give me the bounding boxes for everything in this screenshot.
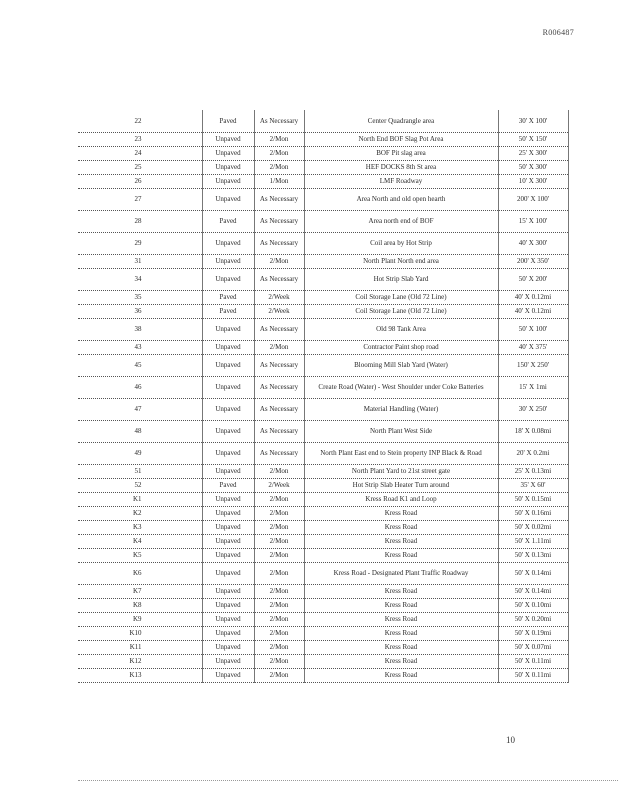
road-id-cell: 29 [78,232,202,254]
frequency-cell: 2/Mon [254,612,304,626]
area-description-cell: HEF DOCKS 8th St area [304,160,498,174]
road-id-cell: 45 [78,354,202,376]
dimensions-cell: 50' X 0.14mi [498,584,568,598]
frequency-cell: As Necessary [254,442,304,464]
surface-cell: Unpaved [202,612,254,626]
surface-cell: Unpaved [202,268,254,290]
road-id-cell: K6 [78,562,202,584]
table-row [78,442,568,464]
dimensions-cell: 40' X 375' [498,340,568,354]
frequency-cell: 2/Mon [254,146,304,160]
surface-cell: Unpaved [202,318,254,340]
surface-cell: Unpaved [202,132,254,146]
area-description-cell: Area North and old open hearth [304,188,498,210]
surface-cell: Unpaved [202,520,254,534]
dimensions-cell: 50' X 0.20mi [498,612,568,626]
table-row [78,304,568,318]
dimensions-cell: 18' X 0.08mi [498,420,568,442]
table-row [78,492,568,506]
frequency-cell: 2/Mon [254,562,304,584]
area-description-cell: Kress Road [304,598,498,612]
frequency-cell: 2/Mon [254,492,304,506]
frequency-cell: 2/Mon [254,520,304,534]
dimensions-cell: 50' X 0.10mi [498,598,568,612]
frequency-cell: 2/Mon [254,626,304,640]
area-description-cell: Center Quadrangle area [304,110,498,132]
area-description-cell: Kress Road [304,612,498,626]
dimensions-cell: 40' X 0.12mi [498,290,568,304]
surface-cell: Unpaved [202,598,254,612]
surface-cell: Unpaved [202,654,254,668]
dimensions-cell: 50' X 150' [498,132,568,146]
road-id-cell: 23 [78,132,202,146]
road-id-cell: 46 [78,376,202,398]
dimensions-cell: 15' X 100' [498,210,568,232]
frequency-cell: 2/Mon [254,506,304,520]
area-description-cell: Kress Road [304,668,498,682]
dimensions-cell: 50' X 100' [498,318,568,340]
area-description-cell: Old 98 Tank Area [304,318,498,340]
dimensions-cell: 30' X 100' [498,110,568,132]
table-row [78,464,568,478]
table-row [78,268,568,290]
table-row [78,534,568,548]
surface-cell: Unpaved [202,160,254,174]
frequency-cell: As Necessary [254,232,304,254]
surface-cell: Unpaved [202,174,254,188]
dimensions-cell: 200' X 100' [498,188,568,210]
frequency-cell: 2/Mon [254,654,304,668]
road-id-cell: 26 [78,174,202,188]
road-id-cell: 47 [78,398,202,420]
road-id-cell: 52 [78,478,202,492]
surface-cell: Paved [202,290,254,304]
dimensions-cell: 10' X 300' [498,174,568,188]
table-row [78,598,568,612]
frequency-cell: As Necessary [254,210,304,232]
surface-cell: Unpaved [202,146,254,160]
road-id-cell: 24 [78,146,202,160]
dimensions-cell: 50' X 1.11mi [498,534,568,548]
table-row [78,110,568,132]
table-row [78,132,568,146]
surface-cell: Unpaved [202,442,254,464]
surface-cell: Paved [202,478,254,492]
area-description-cell: Material Handling (Water) [304,398,498,420]
table-row [78,478,568,492]
road-id-cell: 22 [78,110,202,132]
page-number: 10 [506,735,515,745]
roadway-table [78,110,569,683]
table-body [78,110,568,682]
road-id-cell: K8 [78,598,202,612]
road-id-cell: 51 [78,464,202,478]
surface-cell: Paved [202,110,254,132]
table-row [78,548,568,562]
frequency-cell: 2/Mon [254,640,304,654]
dimensions-cell: 25' X 300' [498,146,568,160]
frequency-cell: As Necessary [254,354,304,376]
surface-cell: Paved [202,210,254,232]
dimensions-cell: 150' X 250' [498,354,568,376]
road-id-cell: 31 [78,254,202,268]
frequency-cell: 2/Mon [254,340,304,354]
surface-cell: Unpaved [202,464,254,478]
surface-cell: Unpaved [202,548,254,562]
table-row [78,210,568,232]
surface-cell: Unpaved [202,506,254,520]
area-description-cell: North Plant Yard to 21st street gate [304,464,498,478]
frequency-cell: As Necessary [254,318,304,340]
surface-cell: Unpaved [202,640,254,654]
table-row [78,668,568,682]
frequency-cell: As Necessary [254,188,304,210]
dimensions-cell: 50' X 200' [498,268,568,290]
dimensions-cell: 15' X 1mi [498,376,568,398]
surface-cell: Unpaved [202,398,254,420]
road-id-cell: K4 [78,534,202,548]
area-description-cell: Kress Road [304,548,498,562]
dimensions-cell: 25' X 0.13mi [498,464,568,478]
surface-cell: Unpaved [202,254,254,268]
frequency-cell: 2/Mon [254,584,304,598]
area-description-cell: Contractor Paint shop road [304,340,498,354]
frequency-cell: As Necessary [254,268,304,290]
dimensions-cell: 50' X 0.02mi [498,520,568,534]
dimensions-cell: 200' X 350' [498,254,568,268]
surface-cell: Unpaved [202,340,254,354]
surface-cell: Unpaved [202,376,254,398]
area-description-cell: Kress Road [304,520,498,534]
dimensions-cell: 50' X 0.16mi [498,506,568,520]
road-id-cell: 28 [78,210,202,232]
table-row [78,584,568,598]
area-description-cell: Coil Storage Lane (Old 72 Line) [304,290,498,304]
road-id-cell: 34 [78,268,202,290]
road-id-cell: K1 [78,492,202,506]
surface-cell: Unpaved [202,188,254,210]
frequency-cell: 2/Mon [254,534,304,548]
table-row [78,398,568,420]
table-row [78,232,568,254]
table-row [78,654,568,668]
road-id-cell: K3 [78,520,202,534]
table-row [78,340,568,354]
surface-cell: Unpaved [202,626,254,640]
frequency-cell: 2/Mon [254,668,304,682]
table-row [78,520,568,534]
dimensions-cell: 35' X 60' [498,478,568,492]
frequency-cell: 2/Mon [254,548,304,562]
road-id-cell: K2 [78,506,202,520]
road-id-cell: 38 [78,318,202,340]
area-description-cell: Coil area by Hot Strip [304,232,498,254]
area-description-cell: Kress Road K1 and Loop [304,492,498,506]
area-description-cell: Hot Strip Slab Heater Turn around [304,478,498,492]
dimensions-cell: 50' X 0.07mi [498,640,568,654]
dimensions-cell: 50' X 0.11mi [498,668,568,682]
surface-cell: Paved [202,304,254,318]
surface-cell: Unpaved [202,420,254,442]
table-row [78,626,568,640]
frequency-cell: 2/Mon [254,160,304,174]
bottom-rule [78,780,618,781]
area-description-cell: Kress Road [304,534,498,548]
frequency-cell: 2/Mon [254,254,304,268]
road-id-cell: 43 [78,340,202,354]
table-row [78,254,568,268]
dimensions-cell: 30' X 250' [498,398,568,420]
road-id-cell: K5 [78,548,202,562]
table-row [78,160,568,174]
area-description-cell: Blooming Mill Slab Yard (Water) [304,354,498,376]
surface-cell: Unpaved [202,584,254,598]
frequency-cell: 2/Mon [254,464,304,478]
road-id-cell: K11 [78,640,202,654]
table-row [78,640,568,654]
road-id-cell: 48 [78,420,202,442]
road-id-cell: 27 [78,188,202,210]
area-description-cell: North Plant North end area [304,254,498,268]
dimensions-cell: 50' X 0.11mi [498,654,568,668]
table-row [78,506,568,520]
surface-cell: Unpaved [202,232,254,254]
frequency-cell: As Necessary [254,110,304,132]
dimensions-cell: 50' X 0.13mi [498,548,568,562]
table-row [78,562,568,584]
area-description-cell: Kress Road [304,654,498,668]
table-row [78,146,568,160]
frequency-cell: 2/Week [254,478,304,492]
area-description-cell: North End BOF Slag Pot Area [304,132,498,146]
road-id-cell: 35 [78,290,202,304]
frequency-cell: 2/Mon [254,132,304,146]
table-row [78,354,568,376]
area-description-cell: North Plant West Side [304,420,498,442]
dimensions-cell: 20' X 0.2mi [498,442,568,464]
area-description-cell: Hot Strip Slab Yard [304,268,498,290]
dimensions-cell: 40' X 300' [498,232,568,254]
area-description-cell: Area north end of BOF [304,210,498,232]
dimensions-cell: 40' X 0.12mi [498,304,568,318]
road-id-cell: K9 [78,612,202,626]
frequency-cell: As Necessary [254,398,304,420]
road-id-cell: K12 [78,654,202,668]
table-row [78,290,568,304]
area-description-cell: Kress Road [304,506,498,520]
frequency-cell: 2/Week [254,290,304,304]
road-id-cell: K10 [78,626,202,640]
road-id-cell: 36 [78,304,202,318]
table-row [78,420,568,442]
surface-cell: Unpaved [202,534,254,548]
frequency-cell: 2/Week [254,304,304,318]
area-description-cell: BOF Pit slag area [304,146,498,160]
area-description-cell: Kress Road [304,640,498,654]
table-row [78,174,568,188]
area-description-cell: Create Road (Water) - West Shoulder under Coke Batteries [304,376,498,398]
dimensions-cell: 50' X 0.19mi [498,626,568,640]
surface-cell: Unpaved [202,354,254,376]
surface-cell: Unpaved [202,492,254,506]
road-id-cell: K13 [78,668,202,682]
area-description-cell: North Plant East end to Stein property INP Black & Road [304,442,498,464]
frequency-cell: 2/Mon [254,598,304,612]
table-row [78,612,568,626]
dimensions-cell: 50' X 0.14mi [498,562,568,584]
dimensions-cell: 50' X 0.15mi [498,492,568,506]
table-row [78,318,568,340]
road-id-cell: K7 [78,584,202,598]
document-id: R006487 [542,28,574,37]
table-row [78,376,568,398]
area-description-cell: LMF Roadway [304,174,498,188]
area-description-cell: Coil Storage Lane (Old 72 Line) [304,304,498,318]
dimensions-cell: 50' X 300' [498,160,568,174]
frequency-cell: 1/Mon [254,174,304,188]
frequency-cell: As Necessary [254,420,304,442]
table-row [78,188,568,210]
surface-cell: Unpaved [202,668,254,682]
area-description-cell: Kress Road [304,626,498,640]
road-id-cell: 25 [78,160,202,174]
area-description-cell: Kress Road - Designated Plant Traffic Roadway [304,562,498,584]
road-id-cell: 49 [78,442,202,464]
frequency-cell: As Necessary [254,376,304,398]
surface-cell: Unpaved [202,562,254,584]
area-description-cell: Kress Road [304,584,498,598]
